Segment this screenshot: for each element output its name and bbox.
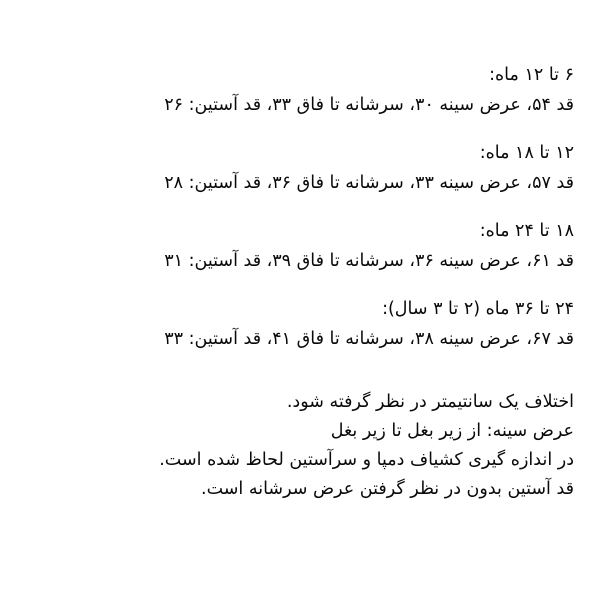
note-line: اختلاف یک سانتیمتر در نظر گرفته شود. <box>286 392 574 412</box>
size-block-details: قد ۶۱، عرض سینه ۳۶، سرشانه تا فاق ۳۹، قد آستین: ۳۱ <box>164 251 574 271</box>
note-line: در اندازه گیری کشیاف دمپا و سرآستین لحاظ شده است. <box>159 450 574 470</box>
size-block-heading: ۲۴ تا ۳۶ ماه (۲ تا ۳ سال): <box>382 299 574 319</box>
note-line: قد آستین بدون در نظر گرفتن عرض سرشانه است. <box>201 479 574 499</box>
size-block-heading: ۶ تا ۱۲ ماه: <box>489 65 574 85</box>
notes-section <box>26 388 574 504</box>
size-block-details: قد ۵۴، عرض سینه ۳۰، سرشانه تا فاق ۳۳، قد آستین: ۲۶ <box>164 95 574 115</box>
size-block-details: قد ۵۷، عرض سینه ۳۳، سرشانه تا فاق ۳۶، قد آستین: ۲۸ <box>164 173 574 193</box>
size-block-6-12 <box>26 60 574 120</box>
size-block-heading: ۱۲ تا ۱۸ ماه: <box>479 143 574 163</box>
size-block-heading: ۱۸ تا ۲۴ ماه: <box>479 221 574 241</box>
size-block-18-24 <box>26 216 574 276</box>
note-line: عرض سینه: از زیر بغل تا زیر بغل <box>330 421 574 441</box>
size-block-24-36 <box>26 294 574 354</box>
size-block-12-18 <box>26 138 574 198</box>
size-block-details: قد ۶۷، عرض سینه ۳۸، سرشانه تا فاق ۴۱، قد آستین: ۳۳ <box>164 329 574 349</box>
